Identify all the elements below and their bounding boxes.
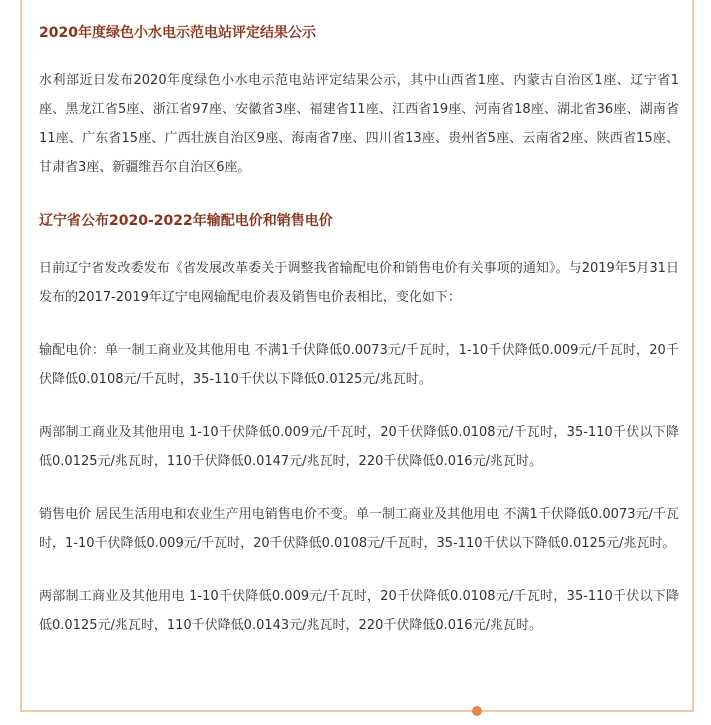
paragraph-transmission-two-part: 两部制工商业及其他用电 1-10千伏降低0.009元/千瓦时，20千伏降低0.0108元/千瓦时，35-110千伏以下降低0.0125元/兆瓦时，110千伏降低0.0147元/兆瓦时，220千伏降低0.016元/兆瓦时。 — [39, 425, 679, 469]
spacer — [39, 312, 679, 336]
paragraph-intro: 日前辽宁省发改委发布《省发展改革委关于调整我省输配电价和销售电价有关事项的通知》。与2019年5月31日发布的2017-2019年辽宁电网输配电价表及销售电价表相比，变化如下： — [39, 261, 679, 305]
paragraph-sales-single: 销售电价 居民生活用电和农业生产用电销售电价不变。单一制工商业及其他用电 不满1千伏降低0.0073元/千瓦时，1-10千伏降低0.009元/千瓦时，20千伏降低0.0108元/千瓦时，35-110千伏以下降低0.0125元/兆瓦时。 — [39, 507, 679, 551]
paragraph-transmission-single: 输配电价：单一制工商业及其他用电 不满1千伏降低0.0073元/千瓦时，1-10千伏降低0.009元/千瓦时，20千伏降低0.0108元/千瓦时，35-110千伏以下降低0.0125元/兆瓦时。 — [39, 343, 679, 387]
spacer — [39, 182, 679, 206]
article-content — [39, 18, 679, 640]
spacer — [39, 476, 679, 500]
decorative-dot-icon — [472, 706, 482, 716]
spacer — [39, 48, 679, 66]
section-title-hydropower: 2020年度绿色小水电示范电站评定结果公示 — [39, 25, 316, 41]
spacer — [39, 394, 679, 418]
paragraph-hydropower: 水利部近日发布2020年度绿色小水电示范电站评定结果公示，其中山西省1座、内蒙古自治区1座、辽宁省1座、黑龙江省5座、浙江省97座、安徽省3座、福建省11座、江西省19座、河南省18座、湖北省36座、湖南省11座、广东省15座、广西壮族自治区9座、海南省7座、四川省13座、贵州省5座、云南省2座、陕西省15座、甘肃省3座、新疆维吾尔自治区6座。 — [39, 73, 679, 175]
spacer — [39, 236, 679, 254]
frame-bottom-border — [20, 710, 694, 712]
spacer — [39, 558, 679, 582]
paragraph-sales-two-part: 两部制工商业及其他用电 1-10千伏降低0.009元/千瓦时，20千伏降低0.0108元/千瓦时，35-110千伏以下降低0.0125元/兆瓦时，110千伏降低0.0143元/兆瓦时，220千伏降低0.016元/兆瓦时。 — [39, 589, 679, 633]
section-title-liaoning-price: 辽宁省公布2020-2022年输配电价和销售电价 — [39, 213, 333, 229]
